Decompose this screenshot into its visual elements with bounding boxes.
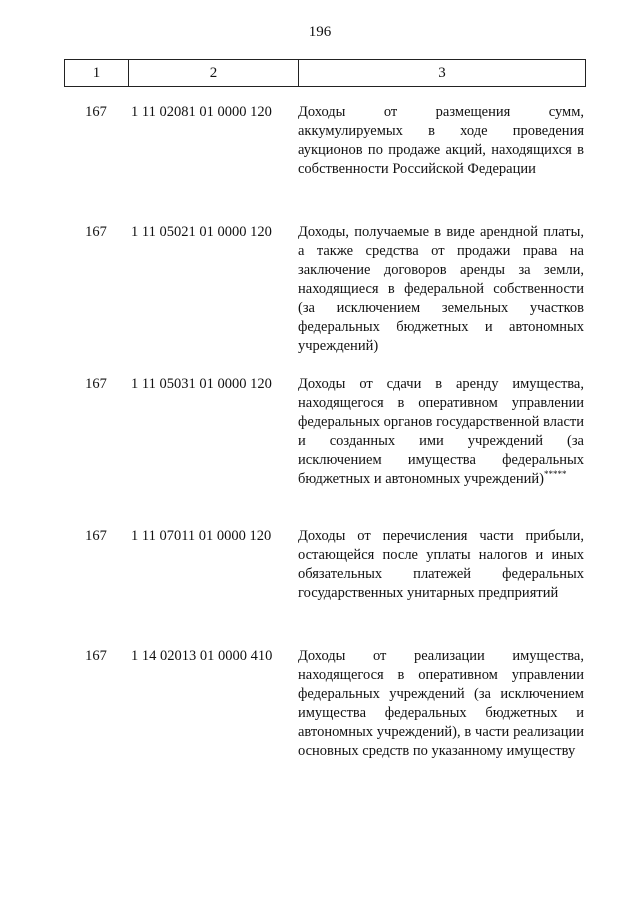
revenue-name-text: Доходы от реализации имущества, находящегося в оперативном управлении федеральных учреждений (за исключением имущества федеральных бюджетных и автономных учреждений), в части реализации основных средств по указанному имуществу [298, 648, 584, 759]
revenue-name [298, 647, 584, 761]
admin-code: 167 [85, 528, 107, 544]
revenue-name [298, 223, 584, 356]
budget-classification-code: 1 11 07011 01 0000 120 [131, 528, 272, 544]
revenue-name [298, 375, 584, 489]
revenue-name-text: Доходы, получаемые в виде арендной платы, а также средства от продажи права на заключение договоров аренды за земли, находящиеся в федеральной собственности (за исключением земельных участков федеральных бюджетных и автономных учреждений) [298, 224, 584, 354]
budget-classification-code: 1 11 02081 01 0000 120 [131, 104, 272, 120]
admin-code: 167 [85, 104, 107, 120]
column-header-table [64, 59, 586, 87]
footnote-marker: ***** [543, 469, 567, 480]
page-number: 196 [308, 24, 332, 40]
column-header-2: 2 [129, 60, 299, 87]
column-header-1: 1 [65, 60, 129, 87]
budget-classification-code: 1 14 02013 01 0000 410 [131, 648, 273, 664]
admin-code: 167 [85, 224, 107, 240]
column-header-3: 3 [299, 60, 586, 87]
revenue-name-text: Доходы от размещения сумм, аккумулируемых в ходе проведения аукционов по продаже акций, находящихся в собственности Российской Федерации [298, 104, 584, 177]
revenue-name [298, 527, 584, 603]
budget-classification-code: 1 11 05031 01 0000 120 [131, 376, 272, 392]
revenue-name-text: Доходы от сдачи в аренду имущества, находящегося в оперативном управлении федеральных органов государственной власти и созданных ими учреждений (за исключением имущества федеральных бюджетных и автономных учреждений) [298, 376, 584, 487]
admin-code: 167 [85, 648, 107, 664]
revenue-name-text: Доходы от перечисления части прибыли, остающейся после уплаты налогов и иных обязательных платежей федеральных государственных унитарных предприятий [298, 528, 584, 601]
revenue-name [298, 103, 584, 179]
budget-classification-code: 1 11 05021 01 0000 120 [131, 224, 272, 240]
admin-code: 167 [85, 376, 107, 392]
